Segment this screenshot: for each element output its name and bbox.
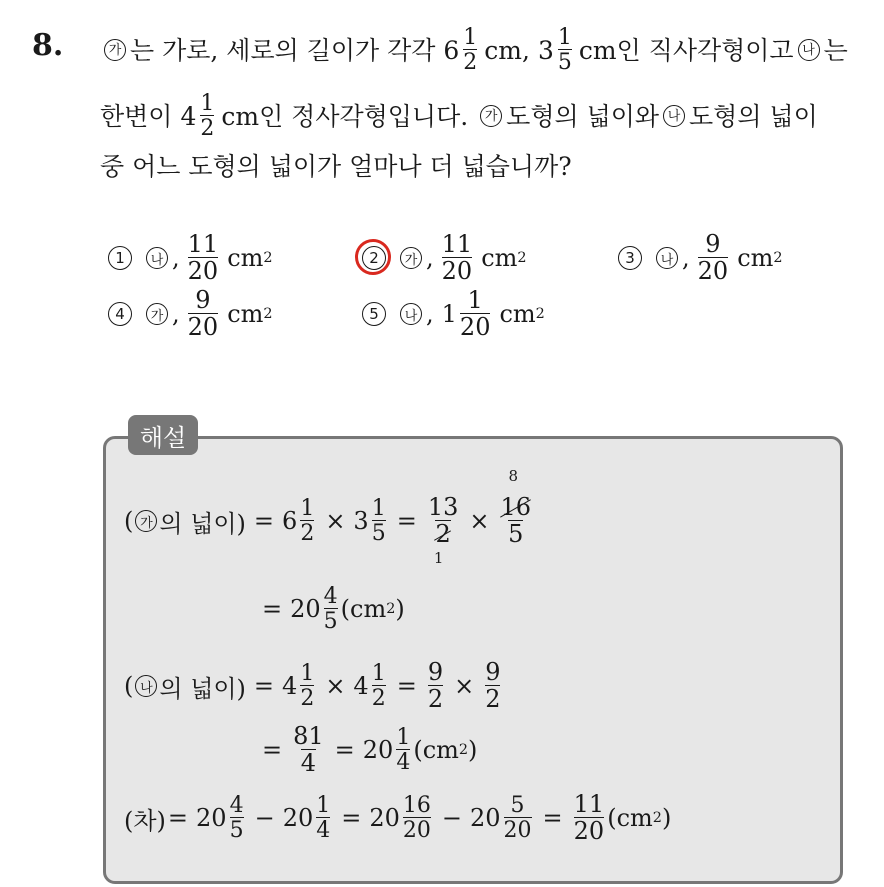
ga-symbol-icon: 가 [135, 510, 157, 532]
fraction-whole: 6 [443, 35, 460, 65]
fraction-whole: 20 [196, 804, 227, 833]
choice-number: 4 [108, 302, 132, 326]
fraction-whole: 20 [362, 736, 394, 765]
area-label: 의 넓이) [159, 674, 246, 703]
fraction: $\frac{1}{2}$ [300, 661, 315, 712]
problem-text: 중 어느 도형의 넓이가 얼마나 더 넓습니까? [100, 152, 572, 181]
unit-text: cm [499, 300, 536, 329]
fraction: 13 2 1 [427, 493, 459, 567]
fraction-whole: 4 [180, 101, 197, 131]
problem-text: 한변이 [100, 101, 173, 131]
choice-number: 1 [108, 246, 132, 270]
fraction-whole: 20 [470, 804, 501, 833]
fraction: $\frac{1}{2}$ [300, 496, 315, 547]
unit-text: cm [422, 736, 459, 765]
solution-line-ga: ( 가 의 넓이) = 6 $\frac{1}{2}$ × 3 $\frac{1}{5}$ = 13 2 1 × 8 16 5 [124, 467, 532, 567]
fraction-whole: 3 [537, 35, 554, 65]
unit-text: cm [481, 244, 518, 273]
solution-line-na: ( 나 의 넓이) = 4 $\frac{1}{2}$ × 4 $\frac{1}{2}$ = $\frac{9}{2}$ × $\frac{9}{2}$ [124, 658, 501, 714]
unit-text: cm [350, 595, 387, 624]
fraction: $\frac{9}{2}$ [427, 658, 444, 714]
fraction: $\frac{1}{2}$ [371, 661, 386, 712]
choice-5[interactable]: 5 나 , 1 $\frac{1}{20}$ cm 2 [362, 288, 545, 340]
solution-tag: 해설 [128, 415, 198, 455]
fraction: $\frac{9}{20}$ [697, 230, 729, 286]
problem-line-3 [100, 154, 572, 179]
ga-symbol-icon: 가 [480, 105, 502, 127]
choice-2[interactable]: 2 가 , $\frac{11}{20}$ cm 2 [362, 232, 527, 284]
fraction-whole: 4 [353, 672, 369, 701]
fraction: $\frac{4}{5}$ [323, 584, 338, 635]
na-symbol-icon: 나 [663, 105, 685, 127]
problem-line-1 [100, 26, 848, 74]
fraction: $\frac{1}{2}$ [463, 25, 478, 76]
selected-marker [362, 246, 386, 270]
paren: ( [124, 672, 134, 701]
problem-text: 도형의 넓이와 [506, 101, 660, 131]
fraction: $\frac{1}{4}$ [396, 725, 411, 776]
fraction: $\frac{1}{20}$ [459, 286, 491, 342]
fraction-whole: 3 [353, 507, 369, 536]
unit-text: cm [737, 244, 774, 273]
fraction: $\frac{81}{4}$ [293, 722, 324, 778]
fraction: $\frac{11}{20}$ [187, 230, 219, 286]
choice-3[interactable]: 3 나 , $\frac{9}{20}$ cm 2 [618, 232, 783, 284]
solution-line-diff: (차) = 20 $\frac{4}{5}$ − 20 $\frac{1}{4}$ = 20 $\frac{16}{20}$ − 20 $\frac{5}{20}$ = $\frac{11}{20}$ ( cm 2 ) [124, 790, 672, 846]
fraction: 8 16 5 [500, 467, 532, 549]
na-symbol-icon: 나 [400, 303, 422, 325]
problem-line-2 [100, 92, 818, 140]
paren: ( [124, 507, 134, 536]
problem-text: 는 [823, 35, 848, 65]
unit-text: cm [227, 300, 264, 329]
problem-text: cm인 정사각형입니다. [221, 101, 469, 131]
unit-text: cm [616, 804, 653, 833]
problem-text: cm인 직사각형이고 [578, 35, 794, 65]
diff-label: (차) [124, 806, 166, 835]
fraction-whole: 6 [282, 507, 298, 536]
fraction: $\frac{16}{20}$ [402, 793, 431, 844]
choice-number: 2 [362, 246, 386, 270]
choice-number: 3 [618, 246, 642, 270]
solution-line-na-result: = $\frac{81}{4}$ = 20 $\frac{1}{4}$ ( cm 2 ) [262, 722, 478, 778]
problem-text: 는 가로, 세로의 길이가 각각 [130, 35, 436, 65]
fraction: $\frac{1}{5}$ [557, 25, 572, 76]
fraction: $\frac{1}{2}$ [200, 91, 215, 142]
ga-symbol-icon: 가 [146, 303, 168, 325]
na-symbol-icon: 나 [656, 247, 678, 269]
fraction-whole: 20 [282, 804, 314, 833]
fraction-whole: 20 [290, 595, 321, 624]
problem-number: 8. [32, 28, 64, 63]
cancel-bottom: 1 [433, 549, 444, 567]
choice-1[interactable]: 1 나 , $\frac{11}{20}$ cm 2 [108, 232, 273, 284]
ga-symbol-icon: 가 [104, 39, 126, 61]
unit-text: cm [227, 244, 264, 273]
ga-symbol-icon: 가 [400, 247, 422, 269]
fraction: $\frac{4}{5}$ [229, 793, 244, 844]
unit-text: cm, [484, 35, 530, 65]
solution-line-ga-result: = 20 $\frac{4}{5}$ ( cm 2 ) [262, 584, 405, 635]
area-label: 의 넓이) [159, 509, 246, 538]
fraction: $\frac{11}{20}$ [441, 230, 473, 286]
fraction: $\frac{1}{5}$ [371, 496, 386, 547]
fraction-whole: 20 [369, 804, 400, 833]
na-symbol-icon: 나 [135, 675, 157, 697]
fraction: $\frac{9}{20}$ [187, 286, 219, 342]
red-circle-mark [355, 239, 391, 275]
fraction: $\frac{5}{20}$ [503, 793, 532, 844]
cancel-top: 8 [508, 467, 519, 485]
choice-number: 5 [362, 302, 386, 326]
fraction-whole: 4 [282, 672, 298, 701]
fraction: $\frac{11}{20}$ [573, 790, 605, 846]
choice-4[interactable]: 4 가 , $\frac{9}{20}$ cm 2 [108, 288, 273, 340]
fraction: $\frac{1}{4}$ [316, 793, 331, 844]
na-symbol-icon: 나 [798, 39, 820, 61]
problem-text: 도형의 넓이 [689, 101, 818, 131]
na-symbol-icon: 나 [146, 247, 168, 269]
fraction: $\frac{9}{2}$ [485, 658, 501, 714]
fraction-whole: 1 [441, 300, 457, 329]
